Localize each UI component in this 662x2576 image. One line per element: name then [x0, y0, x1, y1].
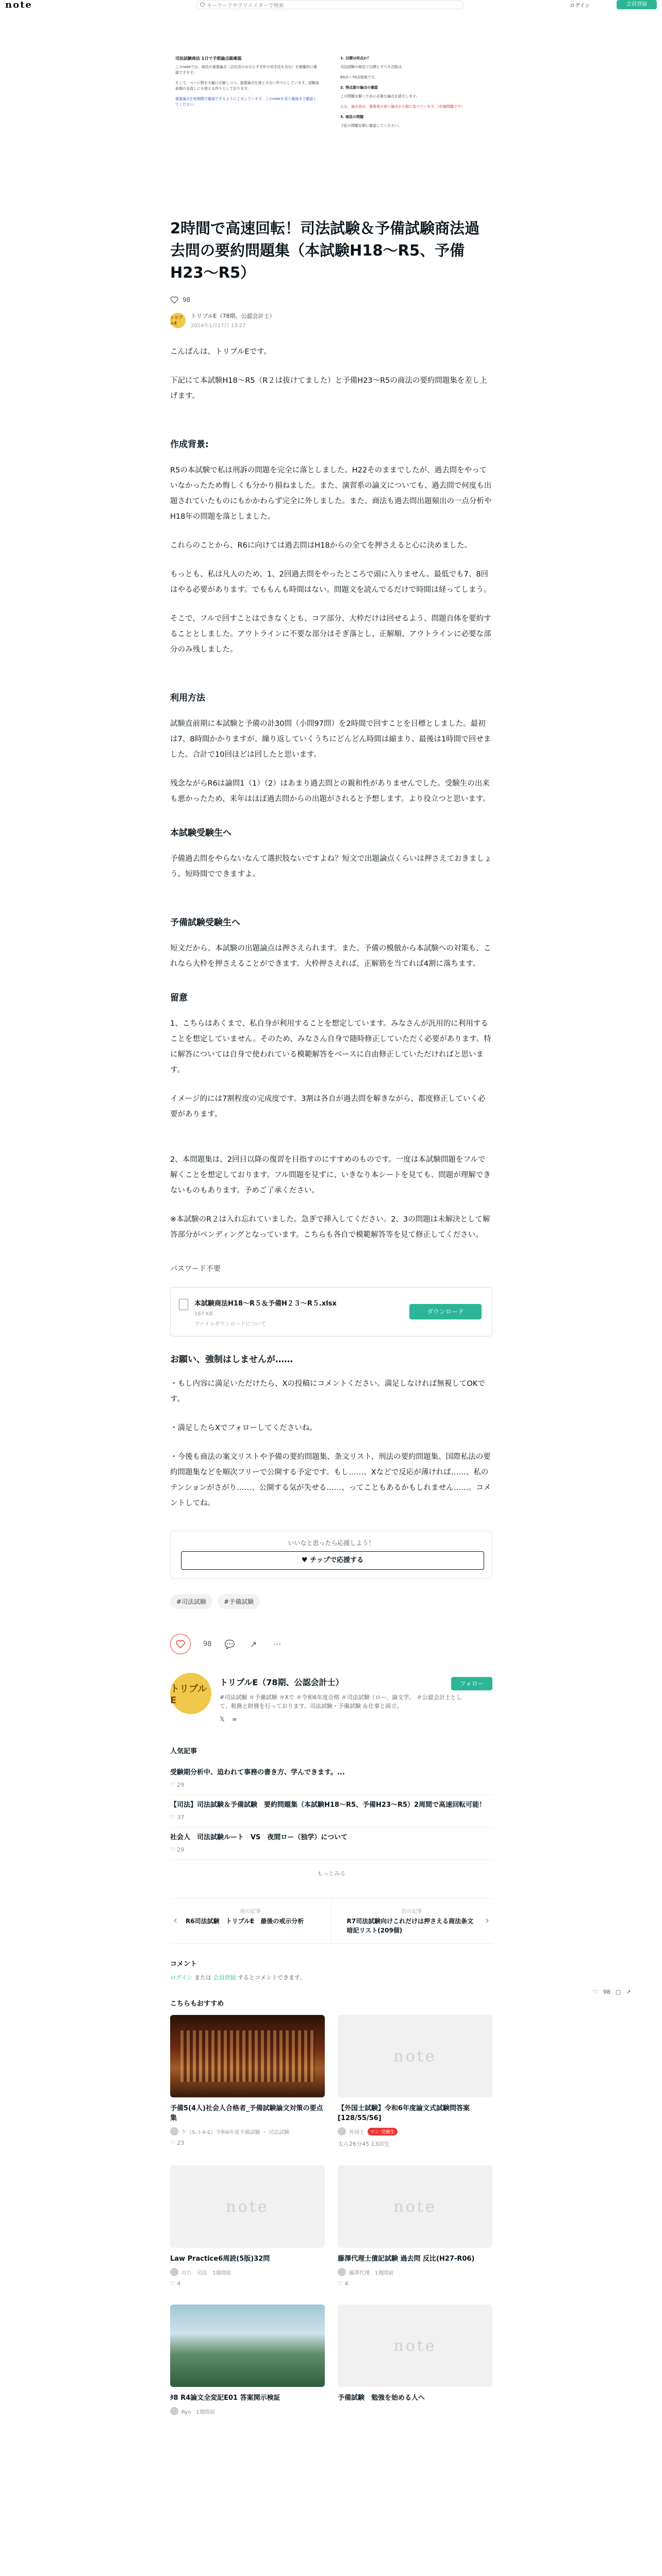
- file-name: 本試験商法H18〜R５＆予備H２３〜R５.xlsx: [194, 1300, 337, 1308]
- card-thumbnail[interactable]: note: [170, 2165, 325, 2248]
- comment-signup-link[interactable]: 会員登録: [213, 1974, 236, 1981]
- background-text-3: もっとも、私は凡人のため、1、2回過去問をやったところで頭に入りません。最低でも7、8回はやる必要があります。でももんも時間はない。問題文を読んでるだけで時間は経ってしまう。: [170, 570, 491, 594]
- more-link[interactable]: もっとみる: [317, 1870, 345, 1877]
- popular-item-likes: ♡ 37: [170, 1814, 185, 1821]
- avatar: [170, 2268, 178, 2276]
- comment-icon[interactable]: ▢: [615, 1989, 621, 1995]
- article-title: 2時間で高速回転！司法試験＆予備試験商法過去問の要約問題集（本試験H18〜R5、予備H23〜R5）: [170, 219, 480, 281]
- heading-usage: 利用方法: [170, 693, 205, 703]
- popular-item-title[interactable]: 受験期分析中、追われて事務の書き方、学んできます。...: [170, 1769, 345, 1776]
- x-icon[interactable]: 𝕏: [220, 1716, 225, 1723]
- main-exam-text: 予備過去問をやらないなんて選択肢ないですよね？短文で出題論点くらいは押さえておきましょう。短時間でできますよ。: [170, 855, 492, 878]
- recommend-card[interactable]: [170, 2304, 325, 2415]
- card-likes: ♡ 4: [338, 2280, 349, 2287]
- publish-date: 2024年1月17日 13:27: [191, 323, 246, 329]
- tag-shiho[interactable]: #司法試験: [170, 1594, 212, 1609]
- background-text-2: これらのことから、R6に向けては過去問はH18からの全てを押さえると心に決めました。: [170, 541, 472, 550]
- tag-list: [170, 1594, 492, 1609]
- status-badge: マン 受験生: [368, 2128, 398, 2136]
- card-title[interactable]: 藤澤代理士債記試験 過去問 反比(H27-R06): [338, 2255, 475, 2263]
- card-thumbnail[interactable]: note: [338, 2304, 492, 2387]
- signup-button[interactable]: 会員登録: [617, 0, 657, 9]
- author-name[interactable]: トリプルE（78期、公認会計士）: [191, 313, 275, 319]
- prev-label: 前の記事: [240, 1909, 261, 1914]
- comment-icon[interactable]: 💬: [224, 1639, 235, 1649]
- recommend-card[interactable]: [170, 2165, 325, 2287]
- top-navigation-bar: [0, 0, 662, 10]
- card-title[interactable]: ﾀ8 R4論文全変記E01 答案開示検証: [170, 2394, 280, 2402]
- hero-right-heading-2: 2. 得点源の論点の確認: [340, 86, 378, 90]
- hero-right-heading-1: 1. 目標は何点か？: [340, 56, 371, 60]
- avatar: [338, 2268, 346, 2276]
- comment-login-link[interactable]: ログイン: [170, 1974, 193, 1981]
- card-likes: ♡ 4: [170, 2280, 181, 2287]
- prev-title: R6司法試験 トリプルE 最後の戒示分析: [186, 1918, 304, 1925]
- hero-right-text-4: 下記の問題を順に確認してください。: [340, 124, 402, 128]
- hero-right-column: [340, 56, 490, 133]
- follow-button[interactable]: フォロー: [451, 1677, 492, 1690]
- card-thumbnail[interactable]: note: [338, 2015, 492, 2097]
- heart-icon[interactable]: [170, 296, 178, 303]
- prelim-exam-text: 短文だから、本試験の出題論点は押さえられます。また、予備の模倣から本試験への対策も、これなら大枠を押さえることができます。大枠押さえれば、正解筋を当てれば4割に落ちます。: [170, 944, 491, 968]
- file-icon: [179, 1299, 188, 1310]
- recommend-heading: こちらもおすすめ: [170, 2000, 224, 2008]
- notes-text-2: イメージ的には7割程度の完成度です。3割は各自が過去問を解きながら、都度修正していく必要があります。: [170, 1095, 486, 1118]
- card-author: ケ（S-ト4-S）令和6年度予備試験 ・ 司法試験: [170, 2127, 325, 2136]
- heading-background: 作成背景:: [170, 439, 209, 450]
- hero-image: [170, 41, 492, 211]
- please-text-3: ・今後も商法の案文リストや予備の要約問題集、条文リスト、刑法の要約問題集、国際私法の要約問題集などを順次フリーで公開する予定です。もし……、Xなどで反応が薄ければ……、私のテンションがさがり……、公開する気が失せる……、ってこともあるかもしれません……。コメントしてね。: [170, 1453, 491, 1507]
- recommend-card[interactable]: [338, 2015, 492, 2148]
- notes-text-1: 1、こちらはあくまで、私自身が利用することを想定しています。みなさんが汎用的に利用することを想定していません。そのため、みなさん自身で随時修正していただく必要があります。特に解答については自身で使われている模範解答をベースに自由修正していただければと思います。: [170, 1020, 491, 1074]
- heart-icon: [176, 1640, 185, 1648]
- hero-right-text-3: この問題を解くために必要な論点を紹介します。: [340, 94, 420, 98]
- card-title[interactable]: 予備5(4人)社会人合格者_予備試験論文対策の要点集: [170, 2105, 323, 2122]
- popular-item-likes: ♡ 29: [170, 1782, 185, 1788]
- card-title[interactable]: 予備試験 勉強を始める人へ: [338, 2394, 425, 2402]
- author-byline[interactable]: [170, 312, 492, 329]
- hero-left-column: [175, 56, 320, 112]
- profile-name[interactable]: トリプルE（78期、公認会計士）: [220, 1677, 344, 1687]
- note-logo[interactable]: note: [5, 0, 32, 10]
- card-thumbnail[interactable]: [170, 2015, 325, 2097]
- like-counter-top[interactable]: [170, 296, 492, 303]
- background-text-1: R5の本試験で私は刑訴の問題を完全に落としました。H22そのままでしたが、過去問をやっていなかったため悔しくも分かり損ねました。また、演習系の論文についても、過去問で何度も出題されていたものにもかかわらず完全に外しました。また、商法も過去問出題頻出の一点分析やH18年の問題を落としました。: [170, 466, 492, 521]
- intro-text: こんばんは、トリプルEです。: [170, 348, 271, 356]
- please-text-2: ・満足したらXでフォローしてくださいね。: [170, 1424, 317, 1432]
- heading-notes: 留意: [170, 993, 188, 1003]
- tip-icon: ♥: [301, 1556, 310, 1564]
- file-size: 167 KB: [194, 1311, 213, 1317]
- article-actions: [170, 1634, 492, 1654]
- please-body: [170, 1376, 492, 1511]
- popular-item-title[interactable]: 【司法】司法試験＆予備試験 要約問題集（本試験H18〜R5、予備H23〜R5）2周間で高速回転可能！: [170, 1801, 486, 1809]
- card-author: 藤澤代理 1週間前: [338, 2268, 492, 2276]
- notes-text-4: ※本試験のR２は入れ忘れていました。急ぎで挿入してください。2、3の問題は未解決として解答部分がペンディングとなっています。こちらも各自で模範解答等を見て修正してください。: [170, 1215, 490, 1239]
- usage-text-1: 試験直前期に本試験と予備の計30問（小問97問）を2時間で回すことを目標としました。最初は7、8時間かかりますが、繰り返していくうちにどんどん時間は縮まり、最後は1時間で回せました。合計で10回ほどは回したと思います。: [170, 720, 491, 759]
- search-input[interactable]: [196, 0, 464, 9]
- profile-avatar[interactable]: トリプルE: [170, 1673, 211, 1714]
- usage-text-2: 残念ながらR6は論問1（1）（2）はあまり過去問との親和性がありませんでした。受験生の出来も悪かったため、来年はほぼ過去問からの出題がされると予想します。より役立つと思います。: [170, 779, 490, 803]
- hero-left-text-2: そして、ページ数を大幅に圧縮しつつ、重要論点を落とさない作りにしています。試験直前期の見直しにも使える作りとしております。: [175, 81, 319, 91]
- recommend-card[interactable]: [170, 2015, 325, 2148]
- popular-item-title[interactable]: 社会人 司法試験ルート VS 夜間ロー（独学）について: [170, 1834, 348, 1841]
- heading-prelim-exam: 予備試験受験生へ: [170, 918, 240, 928]
- popular-articles: [170, 1745, 492, 1877]
- profile-description: #司法試験 ＃予備試験 ＃Xで ＃令和6年度合格 ＃司法試験（ロー、論文学。 ＃公認会計士として、税務と財務を行っております。司法試験・予備試験 ＆仕事と両立。: [220, 1694, 462, 1709]
- like-count-bottom: 98: [203, 1640, 212, 1648]
- recommend-grid: [170, 2015, 492, 2415]
- intro-text-2: 下記にて本試験H18〜R5（R２は抜けてました）と予備H23〜R5の商法の要約問題集を差し上げます。: [170, 377, 487, 400]
- download-button[interactable]: ダウンロード: [409, 1304, 482, 1319]
- card-title[interactable]: 【外国士試験】令和6年度論文式試験問答案[128/55/56]: [338, 2105, 470, 2122]
- avatar[interactable]: トリプルE: [170, 313, 186, 328]
- profile-social-links: [220, 1716, 467, 1723]
- chevron-right-icon: ›: [485, 1914, 489, 1926]
- article-body: [170, 344, 492, 1243]
- search-placeholder: キーワードやクリエイターで検索: [207, 3, 284, 9]
- card-title[interactable]: Law Practice6周読(5版)32問: [170, 2255, 270, 2263]
- hero-right-text-2: 60点〜70点程度です。: [340, 75, 378, 79]
- popular-item[interactable]: [170, 1795, 492, 1827]
- prev-next-navigation: [170, 1898, 492, 1944]
- author-profile: [170, 1673, 492, 1723]
- next-article-link[interactable]: [332, 1899, 493, 1943]
- avatar: [170, 2407, 178, 2415]
- recommend-card[interactable]: [338, 2304, 492, 2415]
- background-text-4: そこで、フルで回すことはできなくとも、コア部分、大枠だけは回せるよう、問題自体を要約することとしました。アウトラインに不要な部分はそぎ落とし、正解順、アウトラインに必要な部分のみ残しました。: [170, 615, 491, 654]
- article: [170, 41, 492, 2415]
- popular-item[interactable]: [170, 1762, 492, 1795]
- search-icon: [200, 2, 205, 7]
- chevron-left-icon: ‹: [173, 1914, 177, 1926]
- hero-right-text-1: 司法試験の商法で目標とすべき点数は、: [340, 65, 405, 69]
- card-subtext: 太ら26分45 13回生: [338, 2141, 390, 2147]
- hero-left-text-1: このnoteでは、商法の重要論点（会社法のみならず手形小切手法も含む）を網羅的に確認できます。: [175, 65, 317, 75]
- avatar: [170, 2127, 178, 2136]
- floating-actions: [593, 1989, 631, 1995]
- card-likes: ♡ 23: [170, 2140, 185, 2146]
- tip-button-label: チップで応援する: [310, 1556, 364, 1564]
- card-thumbnail[interactable]: [170, 2304, 325, 2387]
- card-thumbnail[interactable]: note: [338, 2165, 492, 2248]
- please-heading: お願い、強制はしませんが……: [170, 1354, 293, 1365]
- hero-right-heading-3: 3. 商法の問題: [340, 115, 363, 119]
- please-text-1: ・もし内容に満足いただけたら、Xの投稿にコメントください。満足しなければ無視してOKです。: [170, 1380, 485, 1403]
- like-button[interactable]: [170, 1634, 191, 1654]
- popular-item-likes: ♡ 29: [170, 1846, 185, 1853]
- file-download-note[interactable]: ファイルダウンロードについて: [194, 1321, 267, 1327]
- avatar: [338, 2127, 346, 2136]
- popular-item[interactable]: [170, 1827, 492, 1860]
- card-author: のた 司法 1週間前: [170, 2268, 325, 2276]
- next-label: 次の記事: [401, 1909, 422, 1914]
- tip-button[interactable]: [181, 1551, 484, 1570]
- more-icon[interactable]: ···: [273, 1639, 282, 1649]
- password-note: パスワード不要: [170, 1265, 221, 1273]
- heading-main-exam: 本試験受験生へ: [170, 828, 231, 838]
- hero-left-heading: 司法試験商法 1日で予想論点総確認: [175, 56, 242, 61]
- share-icon[interactable]: ↗: [626, 1989, 631, 1995]
- floating-like-count: 98: [603, 1989, 610, 1995]
- heart-icon[interactable]: ♡: [593, 1989, 598, 1995]
- tag-yobi[interactable]: #予備試験: [218, 1594, 260, 1609]
- comment-login-prompt: ログイン または 会員登録 するとコメントできます。: [170, 1974, 306, 1981]
- next-title: R7司法試験向けこれだけは押さえる商法条文暗記リスト(209個): [346, 1918, 474, 1934]
- hero-right-red-text: なお、論点表は、重要度の高い論点から順に並べています。（伏線問題です）: [340, 105, 465, 109]
- link-icon[interactable]: ∞: [231, 1716, 237, 1723]
- card-author: 外国士 マン 受験生: [338, 2127, 492, 2136]
- prev-article-link[interactable]: [170, 1899, 332, 1943]
- hero-left-blue-text: 重要論点を短期間で確認できるように工夫しています。このnoteを見て最後まで確認してください。: [175, 97, 317, 107]
- like-count: 98: [183, 296, 191, 303]
- comment-heading: コメント: [170, 1960, 197, 1968]
- share-icon[interactable]: ↗: [250, 1639, 257, 1649]
- support-label: いいなと思ったら応援しよう！: [288, 1539, 375, 1547]
- recommend-card[interactable]: [338, 2165, 492, 2287]
- card-author: Ryo 1週間前: [170, 2407, 325, 2415]
- support-box: [170, 1531, 492, 1579]
- notes-text-3: 2、本問題集は、2回目以降の復習を目指すのにすすめのものです。一度は本試験問題をフルで解くことを想定しております。フル問題を見ずに、いきなり本シートを見ても、問題が理解できないものもあります。予めご了承ください。: [170, 1156, 491, 1195]
- file-attachment: [170, 1287, 492, 1336]
- popular-heading: 人気記事: [170, 1748, 197, 1755]
- login-link[interactable]: ログイン: [570, 3, 590, 9]
